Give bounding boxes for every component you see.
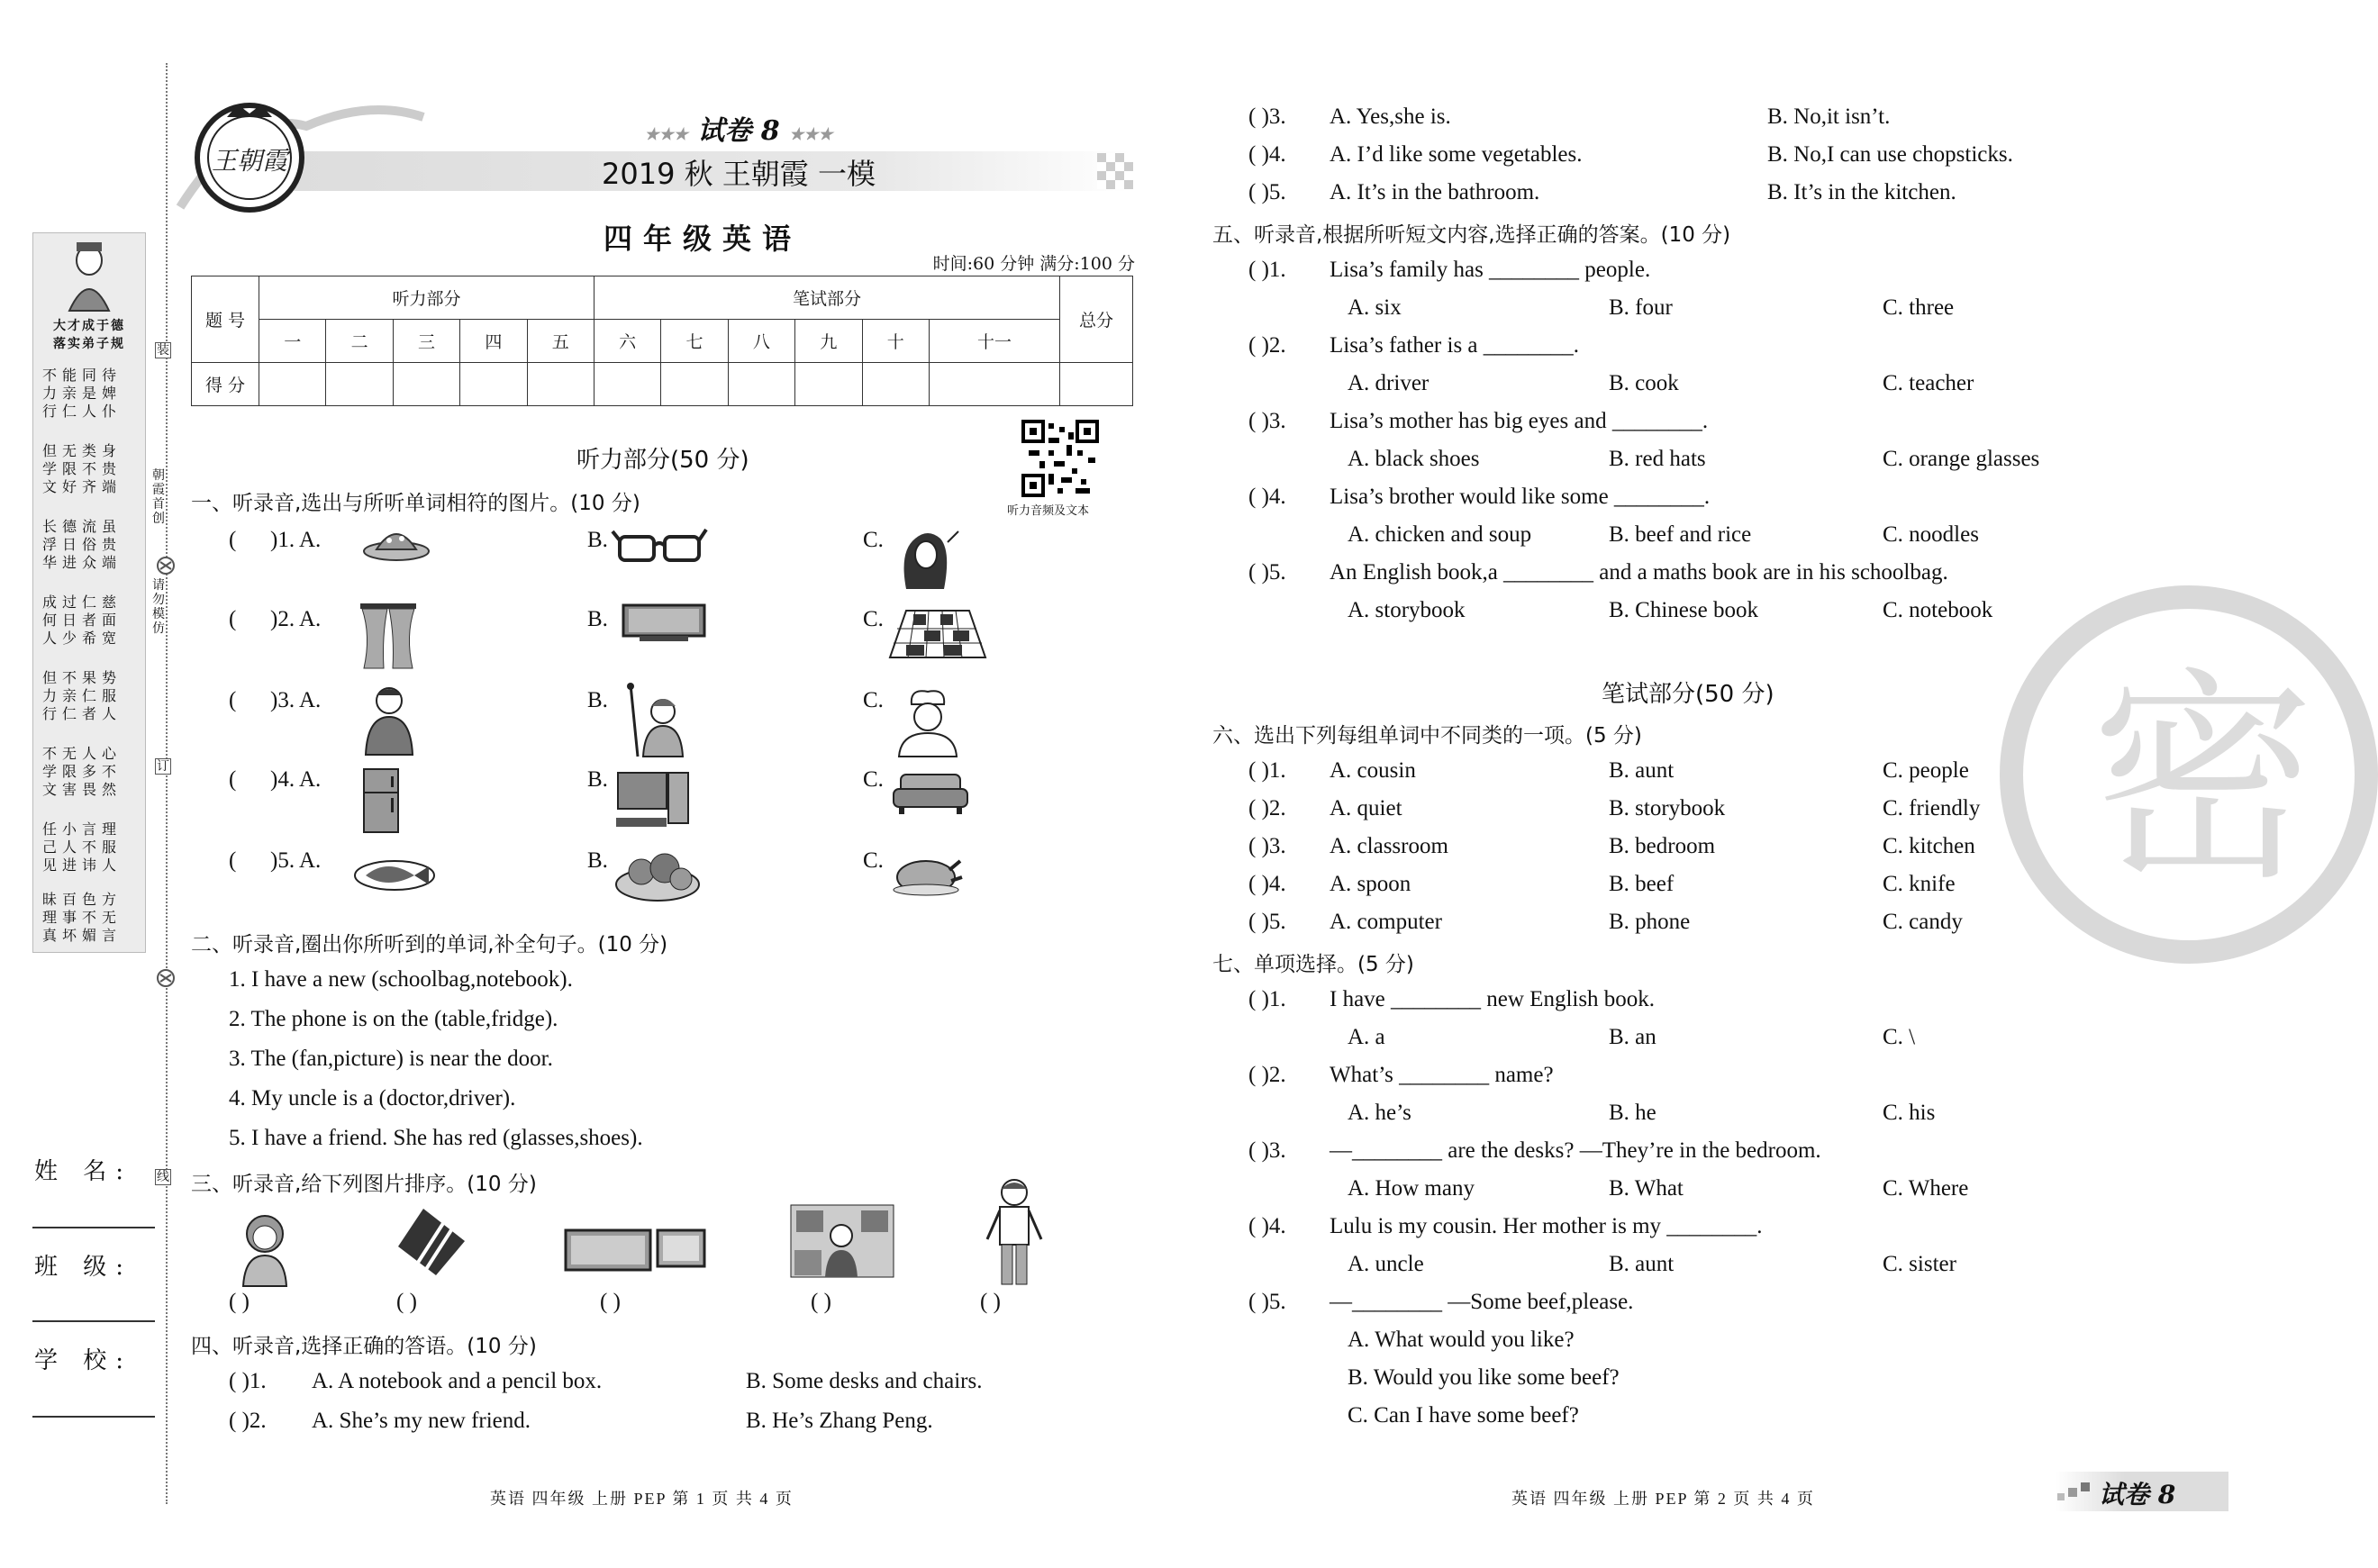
score-input-cell[interactable] <box>326 363 393 406</box>
poem-group-2: 但无类身学限不贵文好齐端 <box>42 442 123 495</box>
cut-mark-zhuang: 装 <box>157 343 169 358</box>
table-number-cell: 七 <box>661 320 728 363</box>
section4-title: 四、听录音,选择正确的答语。(10 分) <box>191 1335 537 1358</box>
answer-paren[interactable]: ( <box>229 767 237 792</box>
answer-paren[interactable]: ( <box>229 607 237 631</box>
section1-title: 一、听录音,选出与所听单词相符的图片。(10 分) <box>191 492 640 515</box>
s6-q2-option-a: A. quiet <box>1330 796 1402 820</box>
s5-q5-option-c: C. notebook <box>1883 598 1993 622</box>
score-table <box>191 276 1133 406</box>
footer-badge-text: 试卷 8 <box>2099 1480 2176 1509</box>
tv-and-monitor-icon <box>564 1228 708 1273</box>
footer-badge <box>2056 1472 2228 1511</box>
s6-q4-option-a: A. spoon <box>1330 872 1411 896</box>
scholar-figure-icon <box>64 240 114 313</box>
s5-q2-option-a: A. driver <box>1348 371 1430 395</box>
answer-paren[interactable]: ( <box>229 848 237 873</box>
s7-q2-stem: What’s ________ name? <box>1330 1063 1554 1087</box>
score-input-cell[interactable] <box>929 363 1059 406</box>
s4-q4-option-a: A. I’d like some vegetables. <box>1330 142 1583 167</box>
s7-q4-option-a: A. uncle <box>1348 1252 1424 1276</box>
s7-q1-option-b: B. an <box>1609 1025 1656 1049</box>
school-field[interactable] <box>32 1416 155 1418</box>
s5-q3-stem: Lisa’s mother has big eyes and ________. <box>1330 409 1709 433</box>
fish-icon <box>351 850 438 895</box>
confidential-stamp: 密 <box>2000 585 2378 964</box>
brand-logo-seal-icon <box>193 101 306 214</box>
floor-icon <box>888 607 987 661</box>
s6-q2-num[interactable]: ( )2. <box>1248 796 1286 820</box>
answer-paren[interactable]: ( <box>229 688 237 712</box>
poem-group-4: 成过仁慈何日者面人少希宽 <box>42 594 123 647</box>
s7-q2-num[interactable]: ( )2. <box>1248 1063 1286 1087</box>
option-b-label: B. <box>587 848 608 873</box>
guide-icon <box>622 681 694 758</box>
table-number-cell: 五 <box>527 320 594 363</box>
s6-q2-option-c: C. friendly <box>1883 796 1981 820</box>
section5-title: 五、听录音,根据所听短文内容,选择正确的答案。(10 分) <box>1212 223 1731 247</box>
s5-q2-num[interactable]: ( )2. <box>1248 333 1286 358</box>
s4-q1-num[interactable]: ( )1. <box>229 1369 267 1393</box>
s7-q5-option-c: C. Can I have some beef? <box>1348 1403 1579 1428</box>
score-input-cell[interactable] <box>862 363 929 406</box>
s5-q3-option-b: B. red hats <box>1609 447 1706 471</box>
doctor-icon <box>359 681 422 757</box>
page-footer-left: 英语 四年级 上册 PEP 第 1 页 共 4 页 <box>490 1490 794 1508</box>
listening-heading: 听力部分(50 分) <box>576 447 749 474</box>
s7-q1-option-a: A. a <box>1348 1025 1385 1049</box>
s6-q3-option-b: B. bedroom <box>1609 834 1716 858</box>
s2-sentence-5: 5. I have a friend. She has red (glasses,shoes). <box>229 1126 643 1150</box>
table-number-cell: 一 <box>259 320 326 363</box>
s4-q5-option-a: A. It’s in the bathroom. <box>1330 180 1540 204</box>
s4-q4-num[interactable]: ( )4. <box>1248 142 1286 167</box>
scissors-icon <box>155 555 177 576</box>
cut-notice-2: 请勿模仿 <box>152 578 165 636</box>
s6-q1-num[interactable]: ( )1. <box>1248 758 1286 783</box>
qr-code-icon[interactable] <box>1021 420 1099 497</box>
option-b-label: B. <box>587 607 608 631</box>
score-input-cell[interactable] <box>460 363 527 406</box>
s6-q5-option-c: C. candy <box>1883 910 1963 934</box>
s7-q3-option-c: C. Where <box>1883 1176 1969 1201</box>
s4-q3-option-a: A. Yes,she is. <box>1330 104 1451 129</box>
s6-q1-option-b: B. aunt <box>1609 758 1675 783</box>
section7-title: 七、单项选择。(5 分) <box>1212 953 1414 976</box>
score-input-cell[interactable] <box>594 363 660 406</box>
s7-q1-stem: I have ________ new English book. <box>1330 987 1656 1011</box>
s6-q4-option-b: B. beef <box>1609 872 1675 896</box>
s6-q1-option-c: C. people <box>1883 758 1969 783</box>
poem-group-7: 任小言理己人不服见进讳人 <box>42 820 123 874</box>
name-label: 姓 名: <box>34 1158 133 1185</box>
s4-q2-option-a: A. She’s my new friend. <box>312 1409 531 1433</box>
s7-q1-option-c: C. \ <box>1883 1025 1916 1049</box>
s7-q3-option-b: B. What <box>1609 1176 1684 1201</box>
s5-q4-num[interactable]: ( )4. <box>1248 485 1286 509</box>
s5-q3-option-a: A. black shoes <box>1348 447 1480 471</box>
s6-q3-num[interactable]: ( )3. <box>1248 834 1286 858</box>
s6-q3-option-a: A. classroom <box>1330 834 1448 858</box>
s7-q5-stem: —________ —Some beef,please. <box>1330 1290 1634 1314</box>
s6-q3-option-c: C. kitchen <box>1883 834 1975 858</box>
s5-q2-option-c: C. teacher <box>1883 371 1974 395</box>
s5-q3-option-c: C. orange glasses <box>1883 447 2040 471</box>
table-number-cell: 十一 <box>929 320 1059 363</box>
option-c-label: C. <box>863 528 884 552</box>
s4-q1-option-a: A. A notebook and a pencil box. <box>312 1369 603 1393</box>
score-label-cell: 得 分 <box>192 363 259 406</box>
s1-q2-num: )2. A. <box>270 607 322 631</box>
cut-mark-xian: 线 <box>157 1170 169 1184</box>
poem-group-6: 不无人心学限多不文害畏然 <box>42 745 123 798</box>
score-input-cell[interactable] <box>661 363 728 406</box>
s1-q4-num: )4. A. <box>270 767 322 792</box>
sofa-icon <box>892 769 969 816</box>
subject-title: 四年级英语 <box>603 222 802 256</box>
s5-q2-stem: Lisa’s father is a ________. <box>1330 333 1580 358</box>
s4-q4-option-b: B. No,I can use chopsticks. <box>1767 142 2013 167</box>
s2-sentence-4: 4. My uncle is a (doctor,driver). <box>229 1086 516 1110</box>
table-number-cell: 三 <box>393 320 459 363</box>
s1-q3-num: )3. A. <box>270 688 322 712</box>
motto-line-1: 大才成于德 <box>53 319 125 333</box>
s3-answer-blank-4[interactable]: ( ) <box>811 1290 831 1314</box>
answer-paren[interactable]: ( <box>229 528 237 552</box>
class-field[interactable] <box>32 1320 155 1322</box>
long-hair-girl-icon <box>892 524 964 591</box>
s7-q5-num[interactable]: ( )5. <box>1248 1290 1286 1314</box>
s5-q5-num[interactable]: ( )5. <box>1248 560 1286 585</box>
s6-q4-option-c: C. knife <box>1883 872 1956 896</box>
s3-answer-blank-1[interactable]: ( ) <box>229 1290 250 1314</box>
s7-q2-option-a: A. he’s <box>1348 1101 1411 1125</box>
s5-q1-option-c: C. three <box>1883 295 1955 320</box>
hat-icon <box>360 521 432 566</box>
total-header-cell: 总分 <box>1060 276 1133 363</box>
poem-group-3: 长德流虽浮日俗贵华进众端 <box>42 518 123 571</box>
sidebar-motto-panel <box>32 232 146 953</box>
option-b-label: B. <box>587 767 608 792</box>
option-c-label: C. <box>863 848 884 873</box>
food-plate-icon <box>614 845 703 904</box>
s1-q1-num: )1. A. <box>270 528 322 552</box>
s1-q5-num: )5. A. <box>270 848 322 873</box>
score-input-cell[interactable] <box>1060 363 1133 406</box>
s7-q3-num[interactable]: ( )3. <box>1248 1138 1286 1163</box>
s5-q2-option-b: B. cook <box>1609 371 1679 395</box>
cut-notice-1: 朝霞首创 <box>152 468 165 526</box>
curly-hair-girl-icon <box>225 1207 306 1288</box>
writing-heading: 笔试部分(50 分) <box>1602 681 1774 708</box>
table-number-cell: 二 <box>326 320 393 363</box>
score-input-cell[interactable] <box>259 363 326 406</box>
s3-answer-blank-3[interactable]: ( ) <box>600 1290 621 1314</box>
s7-q3-option-a: A. How many <box>1348 1176 1475 1201</box>
s5-q1-num[interactable]: ( )1. <box>1248 258 1286 282</box>
table-number-cell: 九 <box>795 320 862 363</box>
cook-icon <box>892 684 966 758</box>
score-input-cell[interactable] <box>795 363 862 406</box>
s5-q1-option-a: A. six <box>1348 295 1402 320</box>
knife-fork-icon <box>396 1205 468 1279</box>
score-input-cell[interactable] <box>728 363 794 406</box>
poem-group-1: 不能同待力亲是婢行仁人仆 <box>42 367 123 420</box>
s7-q2-option-c: C. his <box>1883 1101 1936 1125</box>
s4-q2-option-b: B. He’s Zhang Peng. <box>746 1409 933 1433</box>
s5-q4-option-b: B. beef and rice <box>1609 522 1752 547</box>
s4-q5-num[interactable]: ( )5. <box>1248 180 1286 204</box>
score-input-cell[interactable] <box>527 363 594 406</box>
s3-answer-blank-5[interactable]: ( ) <box>980 1290 1001 1314</box>
s7-q4-stem: Lulu is my cousin. Her mother is my ________. <box>1330 1214 1763 1238</box>
s4-q5-option-b: B. It’s in the kitchen. <box>1767 180 1956 204</box>
s5-q4-stem: Lisa’s brother would like some ________. <box>1330 485 1711 509</box>
s4-q2-num[interactable]: ( )2. <box>229 1409 267 1433</box>
s6-q5-option-a: A. computer <box>1330 910 1442 934</box>
s6-q2-option-b: B. storybook <box>1609 796 1726 820</box>
s7-q1-num[interactable]: ( )1. <box>1248 987 1286 1011</box>
s2-sentence-3: 3. The (fan,picture) is near the door. <box>229 1047 553 1071</box>
kitchen-scene-icon <box>789 1203 895 1279</box>
table-number-cell: 六 <box>594 320 660 363</box>
s4-q3-num[interactable]: ( )3. <box>1248 104 1286 129</box>
s7-q2-option-b: B. he <box>1609 1101 1656 1125</box>
s2-sentence-2: 2. The phone is on the (table,fridge). <box>229 1007 558 1031</box>
s5-q5-stem: An English book,a ________ and a maths book are in his schoolbag. <box>1330 560 1948 585</box>
option-b-label: B. <box>587 688 608 712</box>
paper-number-title: ★★★ 试卷 8 ★★★ <box>644 115 833 147</box>
section3-title: 三、听录音,给下列图片排序。(10 分) <box>191 1173 537 1196</box>
s7-q4-option-c: C. sister <box>1883 1252 1956 1276</box>
s7-q4-option-b: B. aunt <box>1609 1252 1675 1276</box>
motto-line-2: 落实弟子规 <box>53 337 125 351</box>
s6-q5-num[interactable]: ( )5. <box>1248 910 1286 934</box>
tv-icon <box>622 603 706 643</box>
table-number-cell: 四 <box>460 320 527 363</box>
section2-title: 二、听录音,圈出你所听到的单词,补全句子。(10 分) <box>191 933 668 956</box>
s5-q3-num[interactable]: ( )3. <box>1248 409 1286 433</box>
chicken-icon <box>892 850 964 897</box>
s4-q3-option-b: B. No,it isn’t. <box>1767 104 1891 129</box>
name-field[interactable] <box>32 1227 155 1228</box>
checker-pattern-icon <box>1097 153 1133 189</box>
scissors-icon <box>155 967 177 989</box>
s7-q5-option-b: B. Would you like some beef? <box>1348 1365 1620 1390</box>
svg-text:王朝霞: 王朝霞 <box>211 146 288 176</box>
option-c-label: C. <box>863 767 884 792</box>
fridge-icon <box>360 767 402 836</box>
listening-header-cell: 听力部分 <box>259 276 594 320</box>
table-number-cell: 十 <box>862 320 929 363</box>
s5-q5-option-b: B. Chinese book <box>1609 598 1758 622</box>
s5-q1-option-b: B. four <box>1609 295 1673 320</box>
page-footer-right: 英语 四年级 上册 PEP 第 2 页 共 4 页 <box>1511 1490 1815 1508</box>
s5-q1-stem: Lisa’s family has ________ people. <box>1330 258 1651 282</box>
poem-group-5: 但不果势力亲仁服行仁者人 <box>42 669 123 722</box>
cut-mark-ding: 订 <box>157 759 169 774</box>
s6-q1-option-a: A. cousin <box>1330 758 1416 783</box>
s7-q4-num[interactable]: ( )4. <box>1248 1214 1286 1238</box>
option-c-label: C. <box>863 688 884 712</box>
glasses-icon <box>613 526 708 566</box>
s4-q1-option-b: B. Some desks and chairs. <box>746 1369 983 1393</box>
writing-header-cell: 笔试部分 <box>594 276 1059 320</box>
exam-title: 2019 秋 王朝霞 一模 <box>602 157 876 191</box>
s7-q3-stem: —________ are the desks? —They’re in the bedroom. <box>1330 1138 1821 1163</box>
binding-cut-line <box>166 63 168 1504</box>
class-label: 班 级: <box>34 1254 133 1281</box>
s5-q4-option-c: C. noodles <box>1883 522 1979 547</box>
option-c-label: C. <box>863 607 884 631</box>
school-label: 学 校: <box>34 1347 133 1374</box>
table-number-cell: 八 <box>728 320 794 363</box>
section6-title: 六、选出下列每组单词中不同类的一项。(5 分) <box>1212 724 1642 748</box>
curtain-icon <box>357 600 420 672</box>
s7-q5-option-a: A. What would you like? <box>1348 1328 1575 1352</box>
computer-icon <box>614 769 695 834</box>
boy-standing-icon <box>982 1176 1047 1288</box>
score-input-cell[interactable] <box>393 363 459 406</box>
qr-caption: 听力音频及文本 <box>1007 504 1090 518</box>
badge-squares-icon <box>2056 1481 2092 1504</box>
s2-sentence-1: 1. I have a new (schoolbag,notebook). <box>229 967 573 992</box>
option-b-label: B. <box>587 528 608 552</box>
s5-q5-option-a: A. storybook <box>1348 598 1466 622</box>
s6-q4-num[interactable]: ( )4. <box>1248 872 1286 896</box>
poem-group-8: 昧百色方理事不无真坏媚言 <box>42 891 123 944</box>
s3-answer-blank-2[interactable]: ( ) <box>396 1290 417 1314</box>
s5-q4-option-a: A. chicken and soup <box>1348 522 1532 547</box>
time-info: 时间:60 分钟 满分:100 分 <box>932 254 1135 274</box>
s6-q5-option-b: B. phone <box>1609 910 1691 934</box>
row-label-cell: 题 号 <box>192 276 259 363</box>
